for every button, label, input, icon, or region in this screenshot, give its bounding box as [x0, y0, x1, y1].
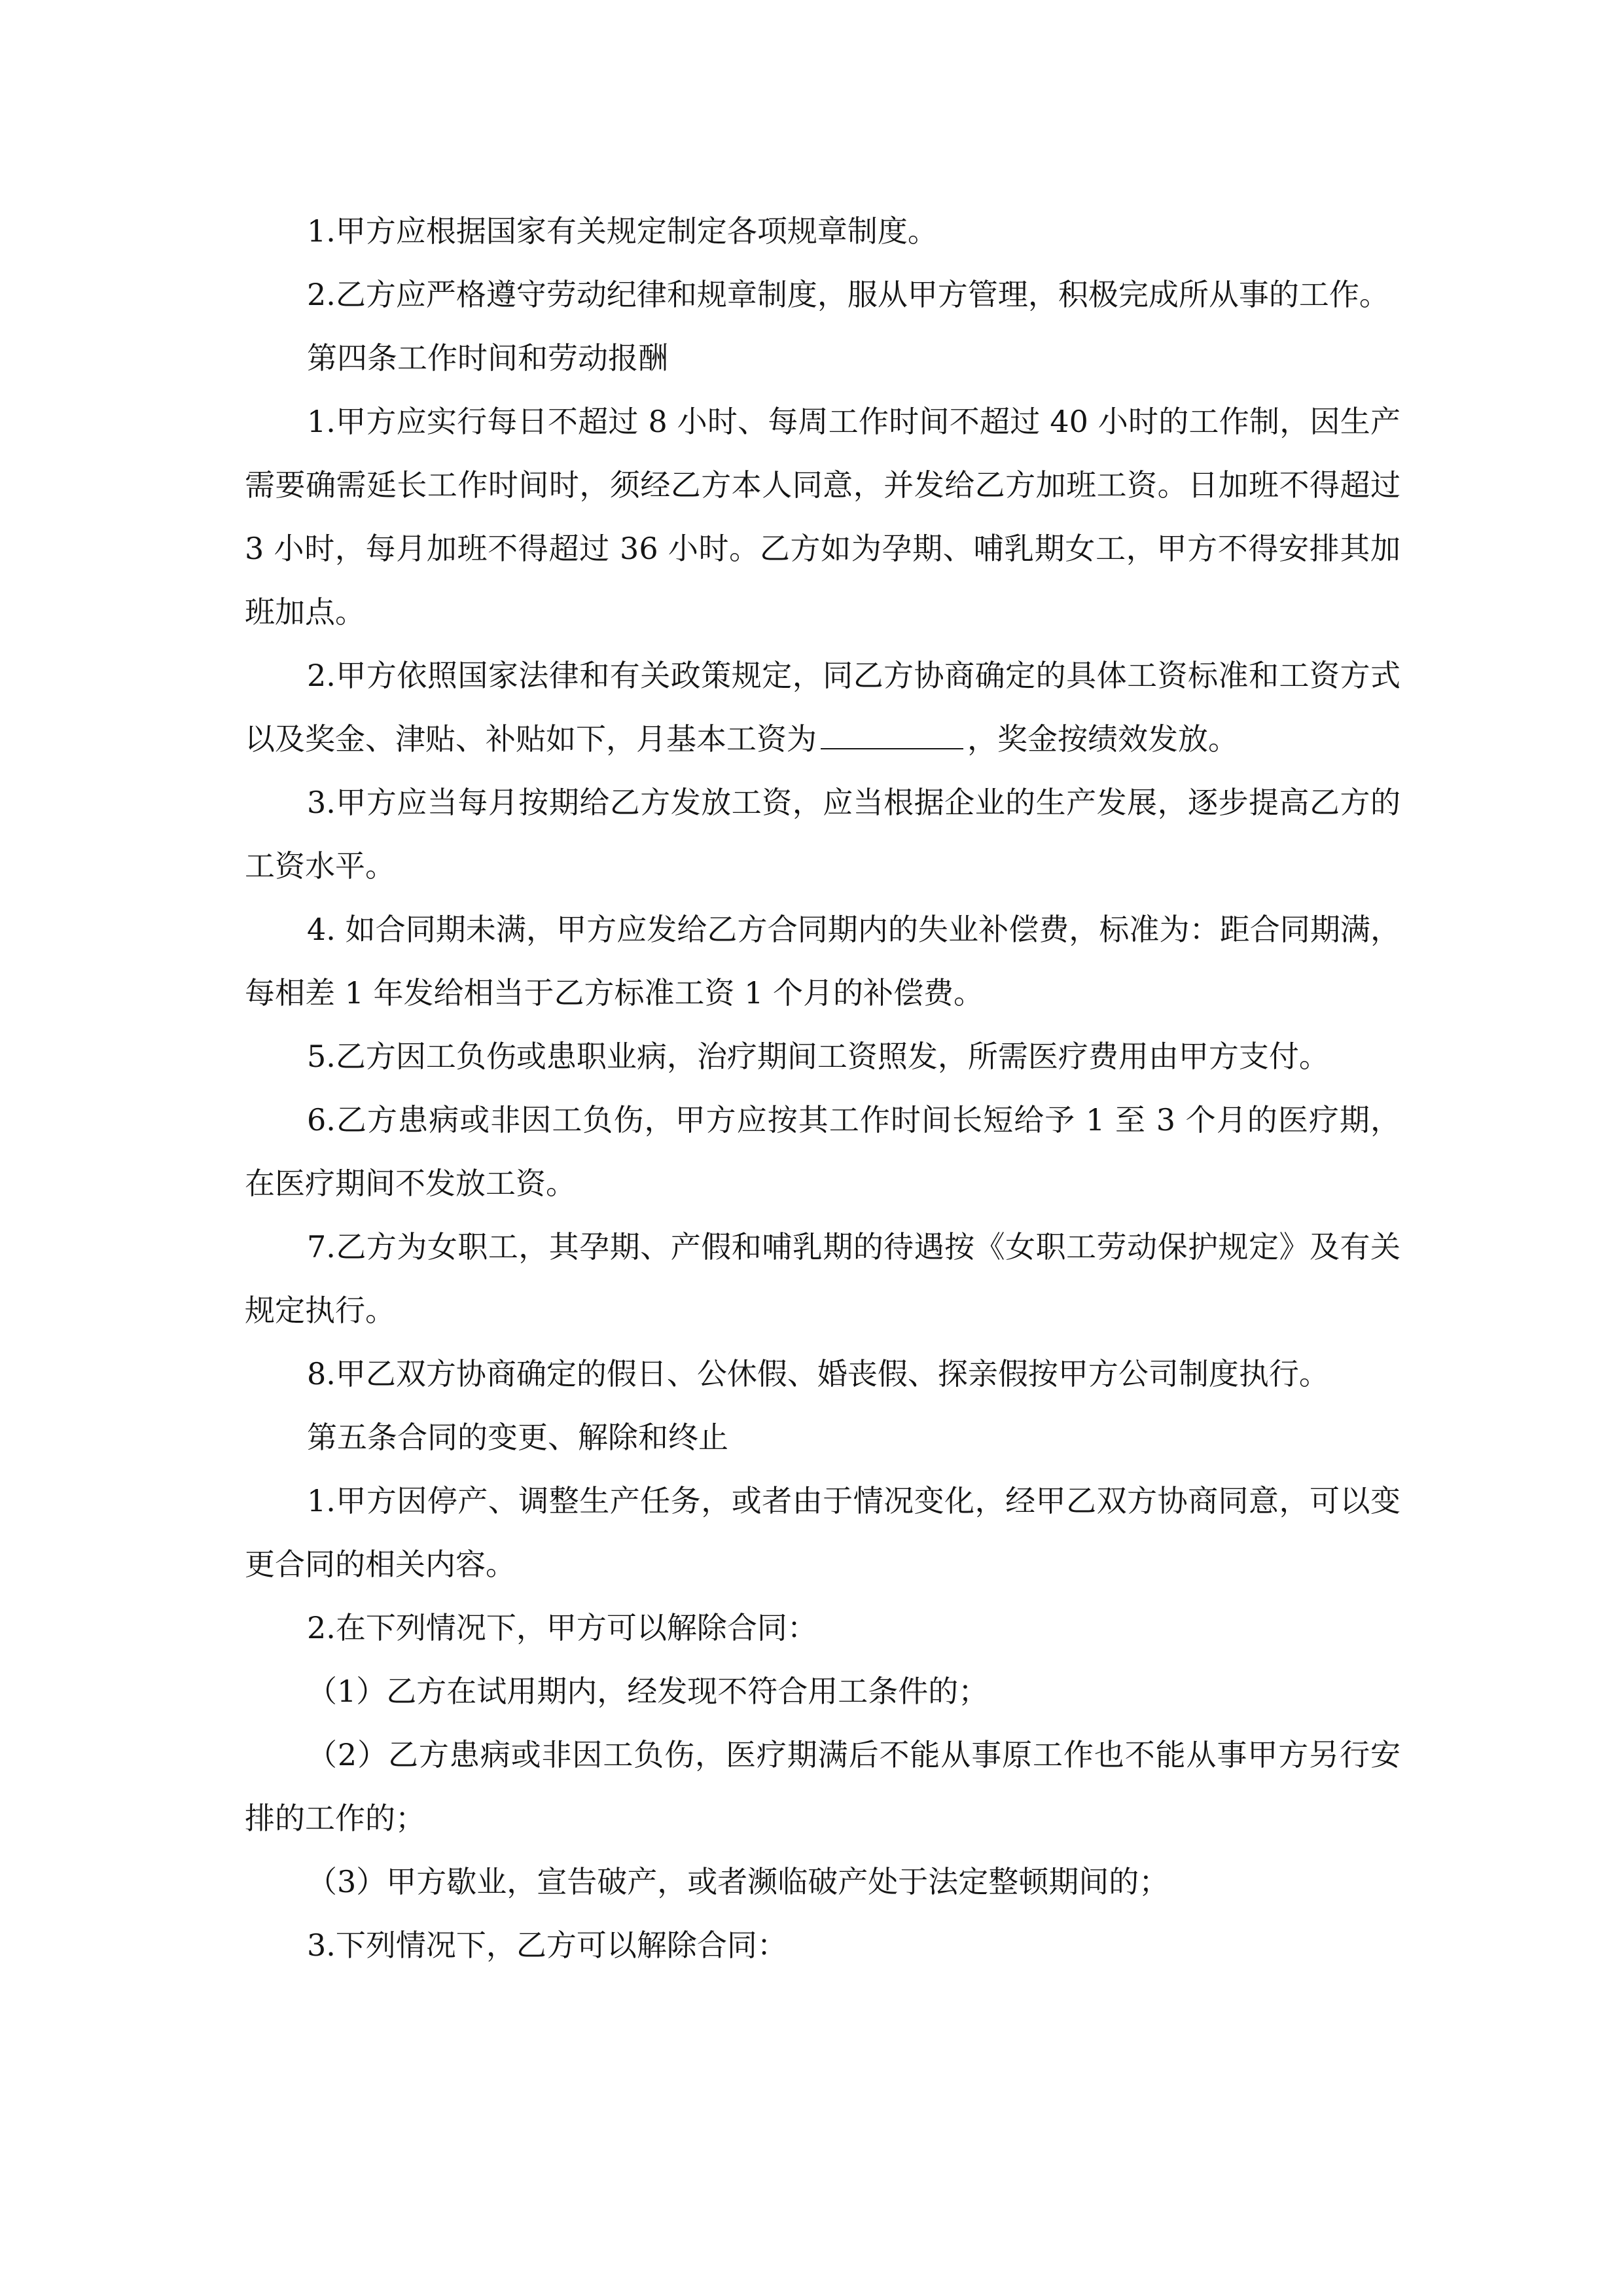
section-heading-article-5: 第五条合同的变更、解除和终止 — [307, 1420, 728, 1455]
paragraph-salary-payment: 3.甲方应当每月按期给乙方发放工资，应当根据企业的生产发展，逐步提高乙方的工资水平。 — [245, 785, 1400, 884]
salary-blank-field — [821, 722, 963, 749]
paragraph-salary — [245, 644, 1400, 771]
list-item-illness: （2）乙方患病或非因工负伤，医疗期满后不能从事原工作也不能从事甲方另行安排的工作的； — [245, 1737, 1400, 1836]
paragraph-medical-period: 6.乙方患病或非因工负伤，甲方应按其工作时间长短给予 1 至 3 个月的医疗期，在医疗期间不发放工资。 — [245, 1102, 1400, 1201]
section-heading-article-4: 第四条工作时间和劳动报酬 — [307, 340, 668, 376]
salary-text-after: ，奖金按绩效发放。 — [967, 721, 1238, 757]
list-item-bankruptcy: （3）甲方歇业，宣告破产，或者濒临破产处于法定整顿期间的； — [307, 1864, 1169, 1899]
paragraph-compensation: 4. 如合同期未满，甲方应发给乙方合同期内的失业补偿费，标准为：距合同期满，每相差 1 年发给相当于乙方标准工资 1 个月的补偿费。 — [245, 912, 1400, 1011]
paragraph-contract-change: 1.甲方因停产、调整生产任务，或者由于情况变化，经甲乙双方协商同意，可以变更合同的相关内容。 — [245, 1483, 1400, 1582]
paragraph-female-workers: 7.乙方为女职工，其孕期、产假和哺乳期的待遇按《女职工劳动保护规定》及有关规定执行。 — [245, 1229, 1400, 1328]
paragraph-regulations: 1.甲方应根据国家有关规定制定各项规章制度。 — [307, 213, 938, 249]
paragraph-working-hours: 1.甲方应实行每日不超过 8 小时、每周工作时间不超过 40 小时的工作制，因生产需要确需延长工作时间时，须经乙方本人同意，并发给乙方加班工资。日加班不得超过 3 小时，每月加班不得超过 36 小时。乙方如为孕期、哺乳期女工，甲方不得安排其加班加点。 — [245, 404, 1400, 630]
paragraph-discipline: 2.乙方应严格遵守劳动纪律和规章制度，服从甲方管理，积极完成所从事的工作。 — [307, 277, 1389, 312]
paragraph-employer-termination: 2.在下列情况下，甲方可以解除合同： — [307, 1610, 817, 1645]
list-item-probation: （1）乙方在试用期内，经发现不符合用工条件的； — [307, 1674, 989, 1709]
document-body — [245, 200, 1400, 1977]
paragraph-employee-termination: 3.下列情况下，乙方可以解除合同： — [307, 1928, 787, 1963]
paragraph-work-injury: 5.乙方因工负伤或患职业病，治疗期间工资照发，所需医疗费用由甲方支付。 — [307, 1039, 1329, 1074]
salary-text-before: 2.甲方依照国家法律和有关政策规定，同乙方协商确定的具体工资标准和工资方式以及奖金、津贴、补贴如下，月基本工资为 — [245, 658, 1400, 757]
paragraph-holidays: 8.甲乙双方协商确定的假日、公休假、婚丧假、探亲假按甲方公司制度执行。 — [307, 1356, 1329, 1391]
